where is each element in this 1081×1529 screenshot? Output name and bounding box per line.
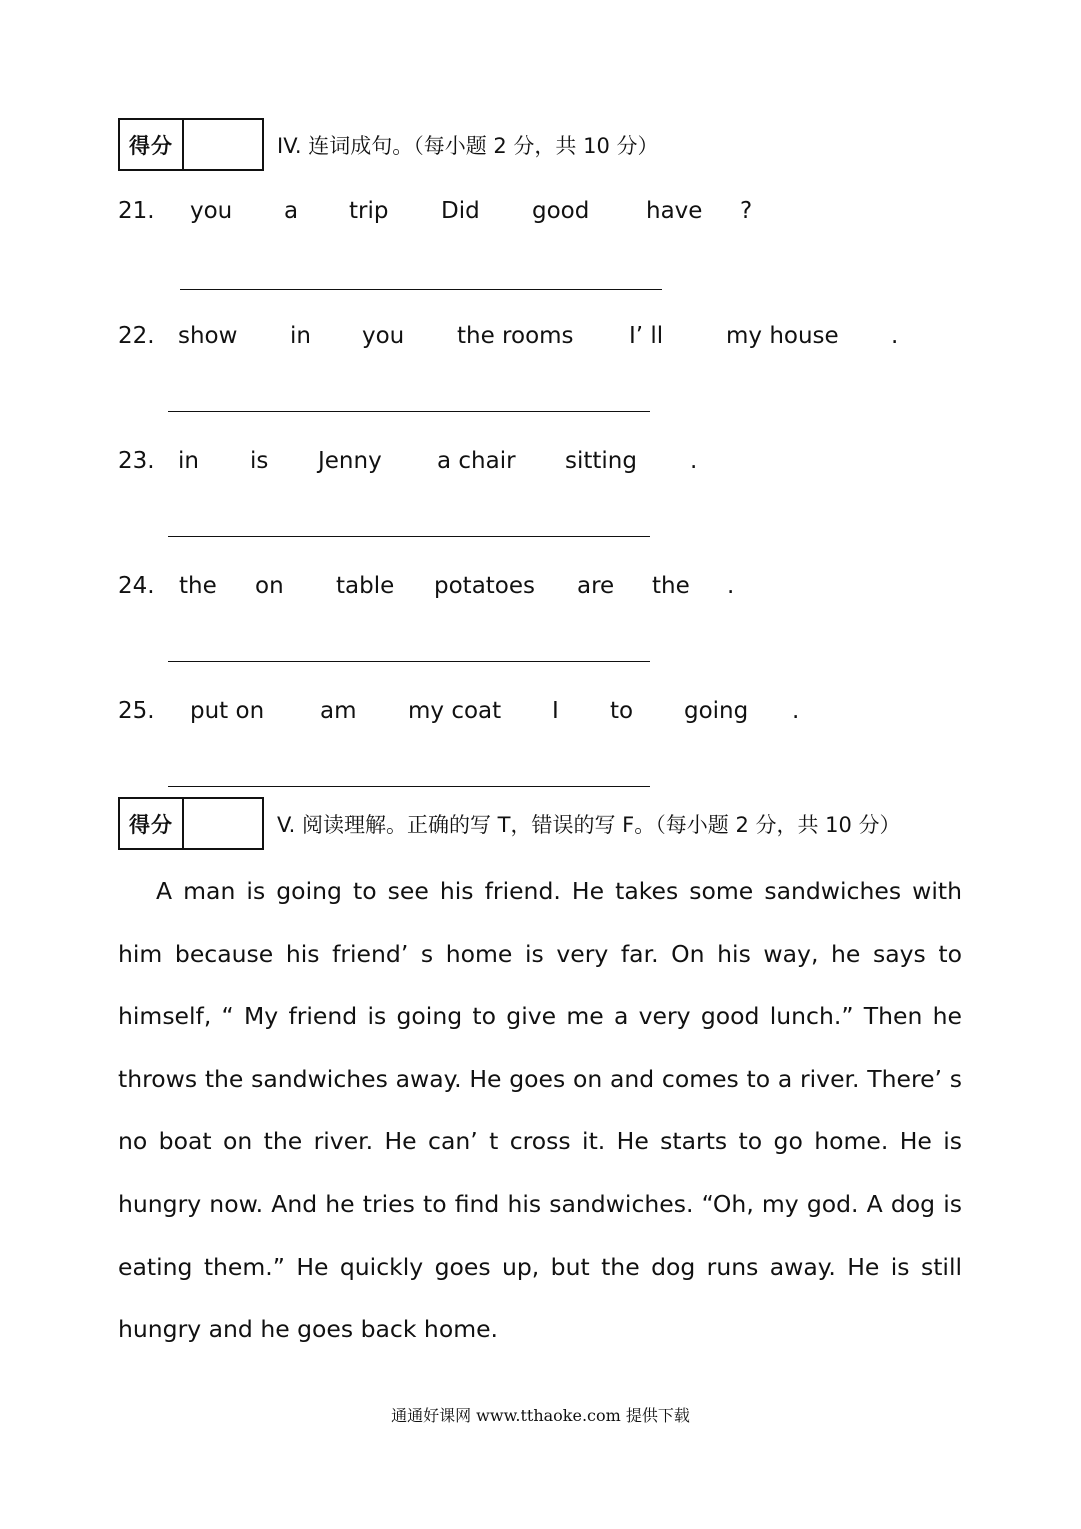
question-number: 24. [118, 573, 155, 599]
section-title: V. 阅读理解。正确的写 T，错误的写 F。（每小题 2 分，共 10 分） [277, 813, 901, 837]
scrambled-word: are [577, 573, 615, 599]
scrambled-word: my coat [408, 698, 502, 724]
scrambled-word: going [684, 698, 749, 724]
reading-passage: A man is going to see his friend. He takes some sandwiches with him because his friend’ s home is very far. On his way, he says to himself, “ My friend is going to give me a very good lunch.” Then he throws the sandwiches away. He goes on and comes to a river. There’ s no boat on the river. He can’ t cross it. He starts to go home. He is hungry now. And he tries to find his sandwiches. “Oh, my god. A dog is eating them.” He quickly goes up, but the dog runs away. He is still hungry and he goes back home. [118, 877, 962, 1344]
scrambled-word: show [178, 323, 238, 349]
scrambled-word: you [190, 198, 233, 224]
answer-line[interactable] [168, 661, 650, 662]
section-title: IV. 连词成句。（每小题 2 分，共 10 分） [277, 134, 659, 158]
question-number: 25. [118, 698, 155, 724]
page-footer: 通通好课网 www.tthaoke.com 提供下载 [391, 1406, 690, 1425]
scrambled-word: in [178, 448, 199, 474]
scrambled-word: you [362, 323, 405, 349]
scrambled-word: . [690, 448, 698, 474]
scrambled-word: put on [190, 698, 265, 724]
answer-line[interactable] [168, 536, 650, 537]
answer-line[interactable] [168, 411, 650, 412]
scrambled-word: to [610, 698, 634, 724]
scrambled-word: a chair [437, 448, 516, 474]
answer-line[interactable] [168, 786, 650, 787]
answer-line[interactable] [180, 289, 662, 290]
scrambled-word: sitting [565, 448, 637, 474]
scrambled-word: is [250, 448, 269, 474]
scrambled-word: my house [726, 323, 839, 349]
score-value-cell [184, 799, 262, 848]
scrambled-word: Did [441, 198, 480, 224]
score-label: 得分 [120, 799, 184, 848]
scrambled-word: . [792, 698, 800, 724]
scrambled-word: have [646, 198, 703, 224]
scrambled-word: table [336, 573, 395, 599]
question-number: 23. [118, 448, 155, 474]
score-box [118, 118, 264, 171]
scrambled-word: ? [740, 198, 753, 224]
scrambled-word: the [652, 573, 690, 599]
question-number: 22. [118, 323, 155, 349]
scrambled-word: the rooms [457, 323, 574, 349]
scrambled-word: on [255, 573, 284, 599]
scrambled-word: . [891, 323, 899, 349]
score-label: 得分 [120, 120, 184, 169]
score-box [118, 797, 264, 850]
scrambled-word: potatoes [434, 573, 536, 599]
scrambled-word: the [179, 573, 217, 599]
scrambled-word: in [290, 323, 311, 349]
scrambled-word: Jenny [318, 448, 382, 474]
scrambled-word: I’ ll [629, 323, 664, 349]
scrambled-word: trip [349, 198, 389, 224]
score-value-cell [184, 120, 262, 169]
scrambled-word: a [284, 198, 299, 224]
scrambled-word: . [727, 573, 735, 599]
scrambled-word: I [552, 698, 559, 724]
scrambled-word: good [532, 198, 590, 224]
scrambled-word: am [320, 698, 357, 724]
question-number: 21. [118, 198, 155, 224]
